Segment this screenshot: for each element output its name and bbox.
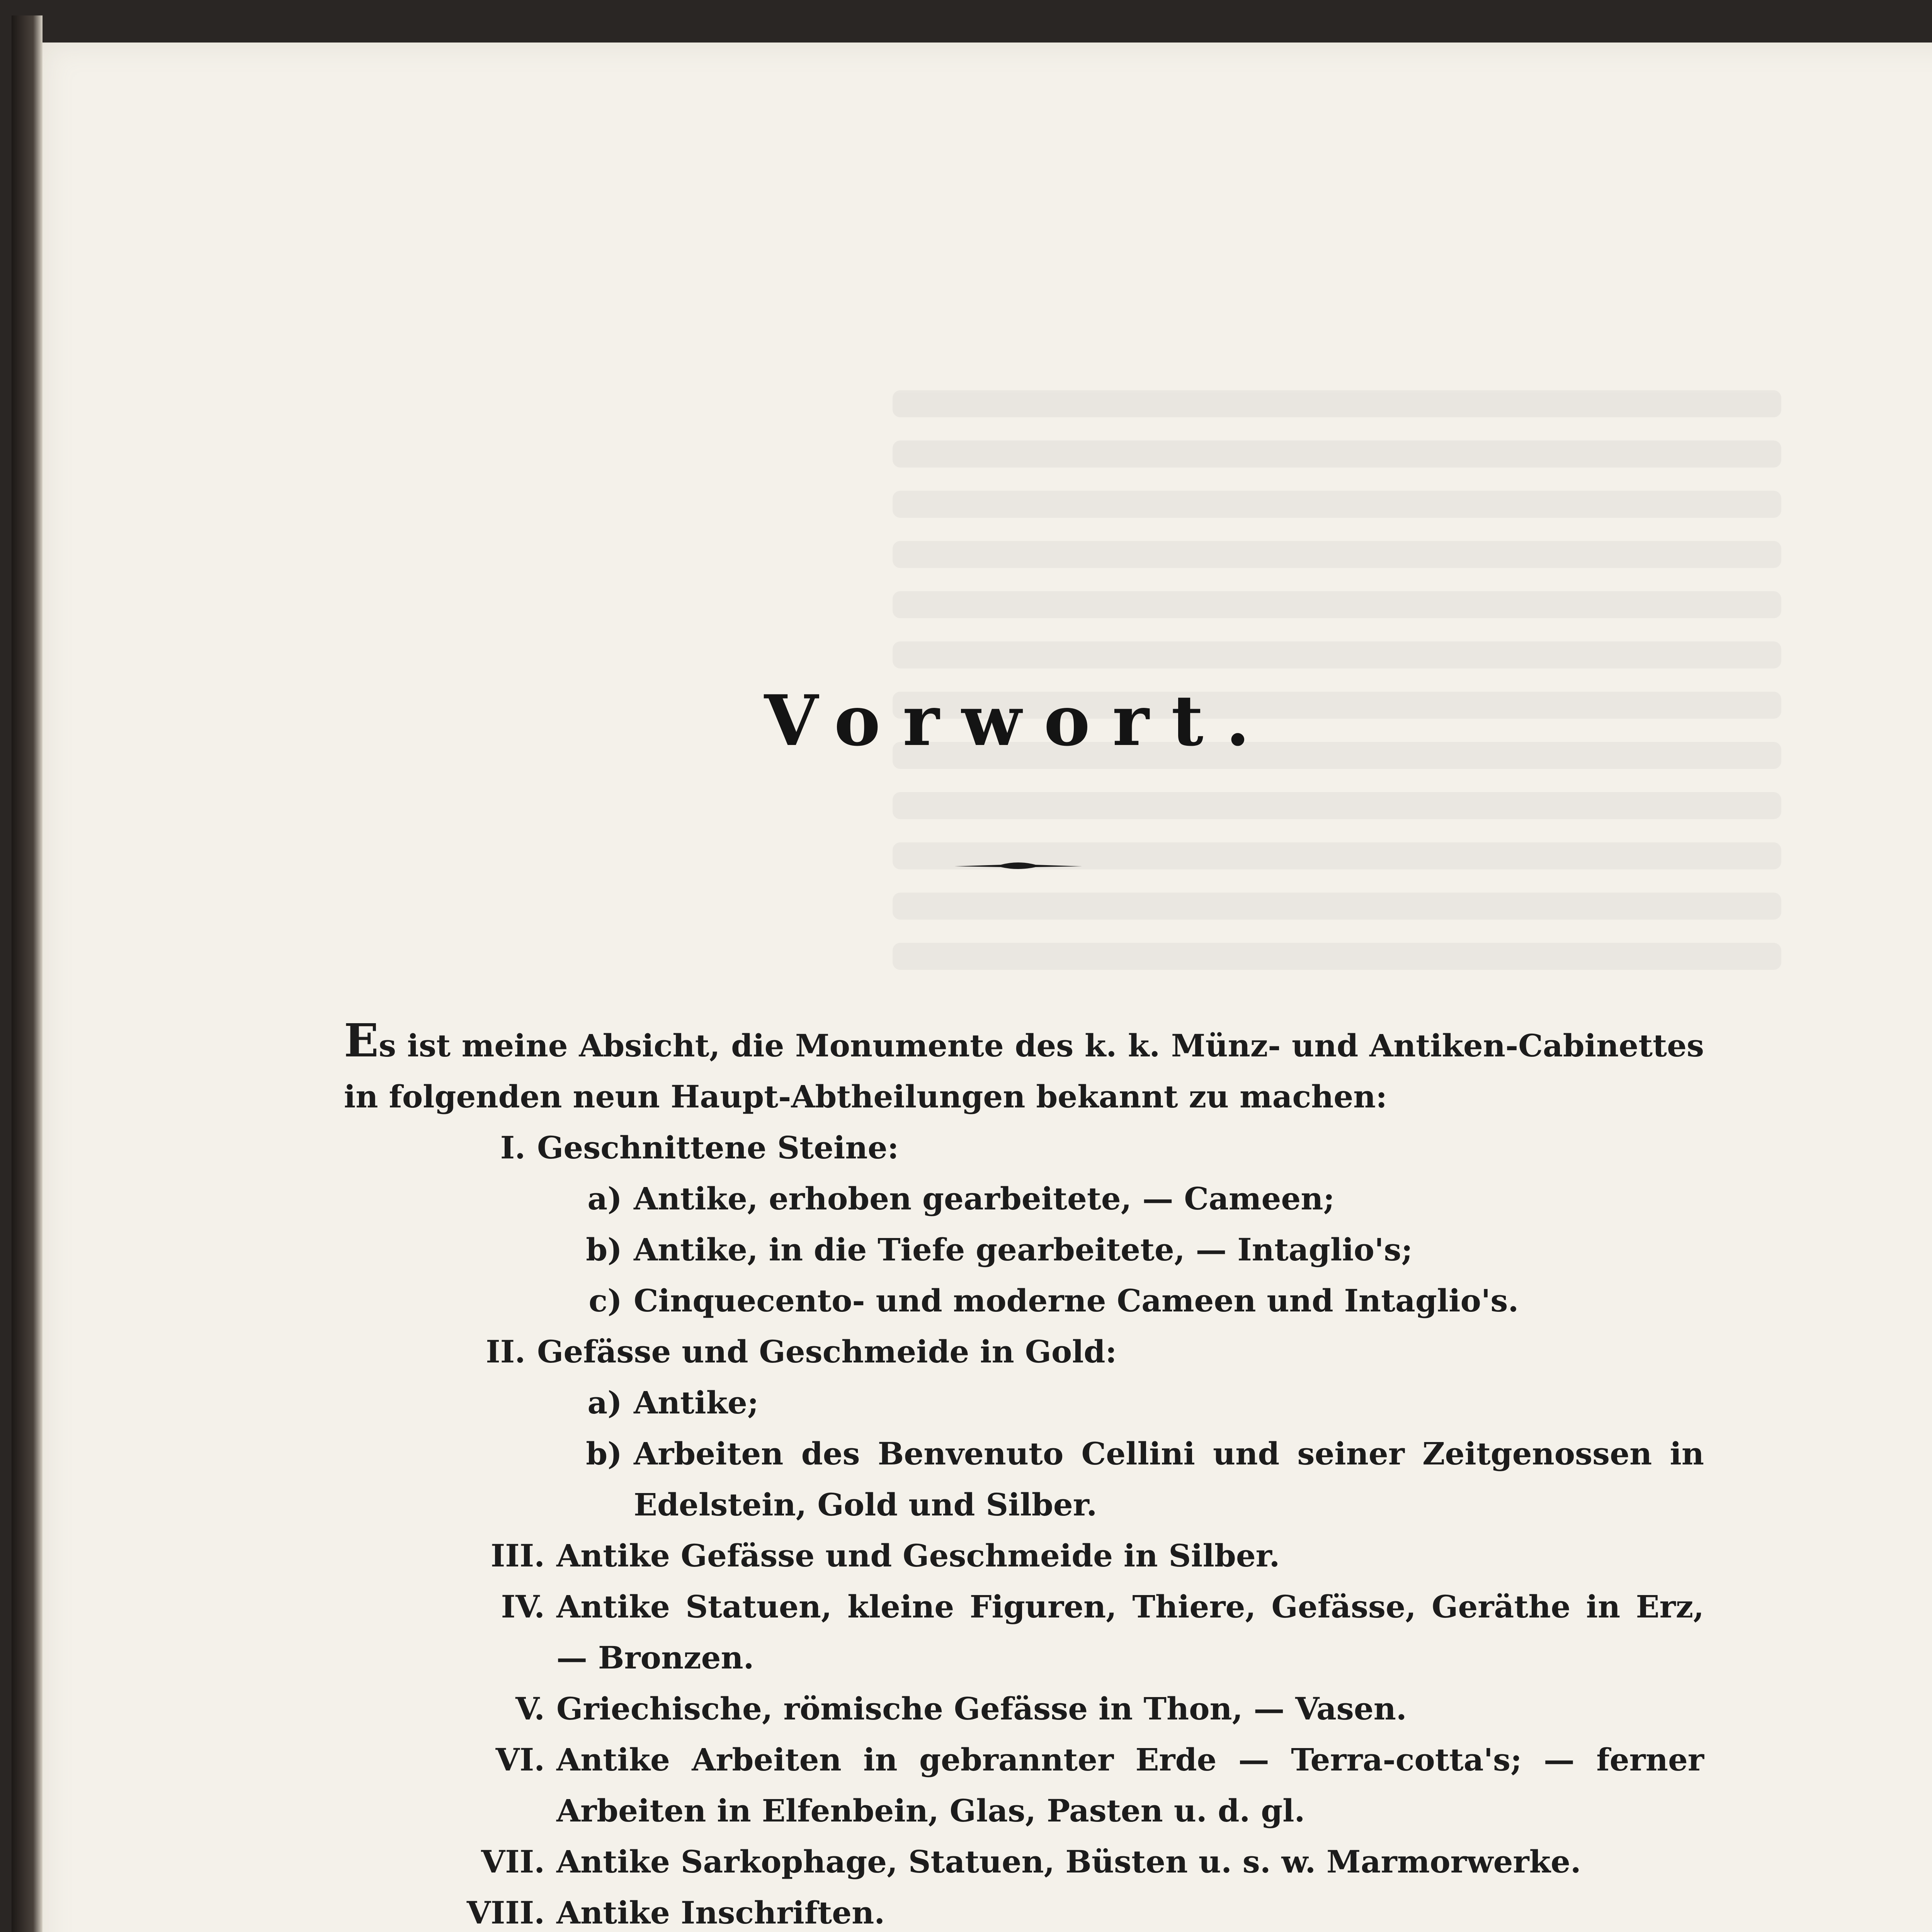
page-title: Vorwort.	[764, 680, 1272, 762]
section-number: VI.	[495, 1742, 545, 1778]
section-item	[344, 1836, 1704, 1887]
subsection-letter: b)	[586, 1435, 622, 1472]
section-text: Geschnittene Steine:	[537, 1129, 899, 1166]
section-item	[344, 1887, 1704, 1932]
intro-text: s ist meine Absicht, die Monumente des k. k. Münz- und Antiken-Cabinettes in folgenden neun Haupt-Abtheilungen bekannt zu machen:	[344, 1027, 1704, 1115]
subsection-item	[344, 1173, 1704, 1224]
section-text: Antike Inschriften.	[556, 1895, 885, 1931]
section-number: III.	[490, 1537, 545, 1574]
section-number: V.	[515, 1690, 545, 1727]
section-item	[344, 1326, 1704, 1377]
subsection-text: Antike, erhoben gearbeitete, — Cameen;	[634, 1180, 1335, 1217]
section-text: Antike Gefässe und Geschmeide in Silber.	[556, 1537, 1280, 1574]
subsection-letter: c)	[588, 1282, 622, 1319]
section-number: IV.	[501, 1588, 545, 1625]
section-item	[344, 1734, 1704, 1836]
section-text: Antike Sarkophage, Statuen, Büsten u. s. w. Marmorwerke.	[556, 1844, 1581, 1880]
subsection-item	[344, 1377, 1704, 1428]
subsection-text: Antike;	[634, 1384, 759, 1421]
section-number: II.	[486, 1333, 526, 1370]
page-edge	[12, 15, 43, 1932]
section-text: Antike Statuen, kleine Figuren, Thiere, Gefässe, Geräthe in Erz, — Bronzen.	[556, 1588, 1704, 1676]
section-number: I.	[500, 1129, 526, 1166]
subsection-item	[344, 1275, 1704, 1326]
section-number: VIII.	[466, 1895, 545, 1931]
subsection-item	[344, 1428, 1704, 1530]
intro-paragraph	[344, 1014, 1704, 1122]
section-text: Gefässe und Geschmeide in Gold:	[537, 1333, 1117, 1370]
document-page	[43, 43, 1932, 1932]
ornament-rule-icon	[954, 858, 1082, 873]
body-text	[344, 1014, 1704, 1932]
subsection-text: Antike, in die Tiefe gearbeitete, — Intaglio's;	[634, 1231, 1413, 1268]
drop-cap: E	[344, 1014, 379, 1067]
section-number: VII.	[481, 1844, 545, 1880]
subsection-text: Arbeiten des Benvenuto Cellini und seiner Zeitgenossen in Edelstein, Gold und Silber.	[634, 1435, 1704, 1523]
section-item	[344, 1530, 1704, 1581]
subsection-letter: a)	[587, 1180, 622, 1217]
section-item	[344, 1683, 1704, 1734]
section-item	[344, 1122, 1704, 1173]
section-text: Antike Arbeiten in gebrannter Erde — Terra-cotta's; — ferner Arbeiten in Elfenbein, Glas, Pasten u. d. gl.	[556, 1742, 1704, 1829]
subsection-item	[344, 1224, 1704, 1275]
subsection-letter: b)	[586, 1231, 622, 1268]
section-item	[344, 1581, 1704, 1683]
section-text: Griechische, römische Gefässe in Thon, — Vasen.	[556, 1690, 1407, 1727]
subsection-letter: a)	[587, 1384, 622, 1421]
subsection-text: Cinquecento- und moderne Cameen und Intaglio's.	[634, 1282, 1519, 1319]
